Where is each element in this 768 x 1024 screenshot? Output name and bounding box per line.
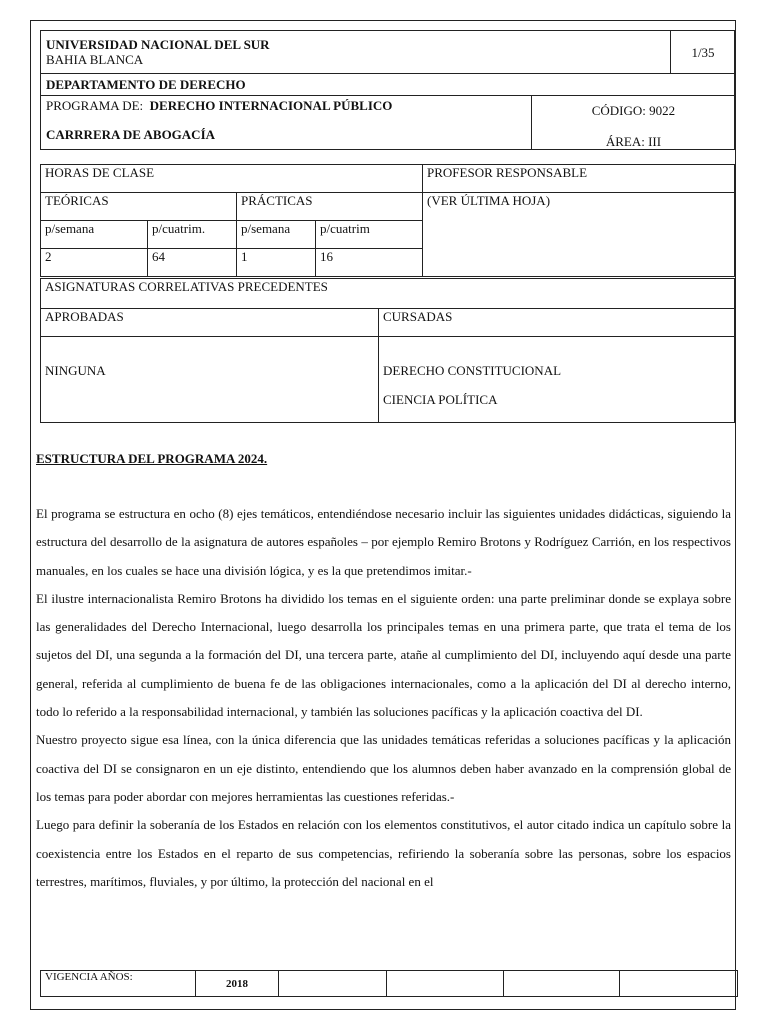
col-theory-term: p/cuatrim. <box>148 221 237 249</box>
program-name: DERECHO INTERNACIONAL PÚBLICO <box>149 98 393 113</box>
professor-value: (VER ÚLTIMA HOJA) <box>423 193 735 277</box>
validity-label: VIGENCIA AÑOS: <box>41 971 196 997</box>
val-practice-term: 16 <box>316 249 423 277</box>
practice-label: PRÁCTICAS <box>237 193 423 221</box>
theory-label: TEÓRICAS <box>41 193 237 221</box>
course-code: CÓDIGO: 9022 <box>591 103 676 118</box>
validity-year: 2018 <box>196 971 279 997</box>
university-city: BAHIA BLANCA <box>46 52 144 67</box>
section-title: ESTRUCTURA DEL PROGRAMA 2024. <box>36 451 268 466</box>
paragraph: El programa se estructura en ocho (8) ejes temáticos, entendiéndose necesario incluir las siguientes unidades didácticas, siguiendo la estructura del desarrollo de la asignatura de autores españoles – por ejemplo Remiro Brotons y Rodríguez Carrión, en los respectivos manuales, en los cuales se hace una división lógica, y es la que pretendimos imitar.- <box>36 506 731 578</box>
col-theory-week: p/semana <box>41 221 148 249</box>
page-number: 1/35 <box>671 31 735 74</box>
footer-table <box>40 970 738 997</box>
footer-cell <box>387 971 504 997</box>
body-text <box>36 500 731 896</box>
course-area: ÁREA: III <box>605 134 662 149</box>
paragraph: El ilustre internacionalista Remiro Brotons ha dividido los temas en el siguiente orden: una parte preliminar donde se explaya sobre las generalidades del Derecho Internacional, luego desarrolla los principales temas en una primera parte, que trata el tema de los sujetos del DI, una segunda a la formación del DI, una tercera parte, atañe al cumplimiento del DI, incluyendo aquí desde una parte general, referida al cumplimiento de buena fe de las obligaciones internacionales, como a la aplicación del DI al derecho interno, todo lo referido a la responsabilidad internacional, y también las soluciones pacíficas y la aplicación coactiva del DI. <box>36 590 731 720</box>
taken-label: CURSADAS <box>379 309 735 337</box>
paragraph: Nuestro proyecto sigue esa línea, con la única diferencia que las unidades temáticas referidas a soluciones pacíficas y la aplicación coactiva del DI se consignaron en un eje distinto, entendiendo que los alumnos deben haber avanzado en la comprensión global de los temas para poder abordar con mejores herramientas las cuestiones referidas.- <box>36 732 731 804</box>
footer-cell <box>279 971 387 997</box>
university-name: UNIVERSIDAD NACIONAL DEL SUR <box>46 37 270 52</box>
col-practice-term: p/cuatrim <box>316 221 423 249</box>
val-practice-week: 1 <box>237 249 316 277</box>
hours-title: HORAS DE CLASE <box>41 165 423 193</box>
code-area-cell <box>531 96 734 150</box>
taken-cell <box>379 337 735 423</box>
program-cell <box>41 96 532 150</box>
col-practice-week: p/semana <box>237 221 316 249</box>
taken-item: DERECHO CONSTITUCIONAL <box>383 363 562 378</box>
correlatives-title: ASIGNATURAS CORRELATIVAS PRECEDENTES <box>41 279 735 309</box>
department-name: DEPARTAMENTO DE DERECHO <box>41 74 735 96</box>
approved-label: APROBADAS <box>41 309 379 337</box>
correlatives-table <box>40 278 735 423</box>
taken-item: CIENCIA POLÍTICA <box>383 392 498 407</box>
program-label: PROGRAMA DE: <box>46 98 144 113</box>
university-cell <box>41 31 671 74</box>
hours-table <box>40 164 735 277</box>
val-theory-week: 2 <box>41 249 148 277</box>
professor-label: PROFESOR RESPONSABLE <box>423 165 735 193</box>
career-name: CARRRERA DE ABOGACÍA <box>46 127 216 142</box>
footer-cell <box>504 971 620 997</box>
val-theory-term: 64 <box>148 249 237 277</box>
paragraph: Luego para definir la soberanía de los Estados en relación con los elementos constitutivos, el autor citado indica un capítulo sobre la coexistencia entre los Estados en el reparto de sus competencias, refiriendo la soberanía sobre las personas, sobre los espacios terrestres, marítimos, fluviales, y por último, la protección del nacional en el <box>36 817 731 889</box>
header-table <box>40 30 735 150</box>
approved-value: NINGUNA <box>41 337 379 423</box>
footer-cell <box>620 971 738 997</box>
